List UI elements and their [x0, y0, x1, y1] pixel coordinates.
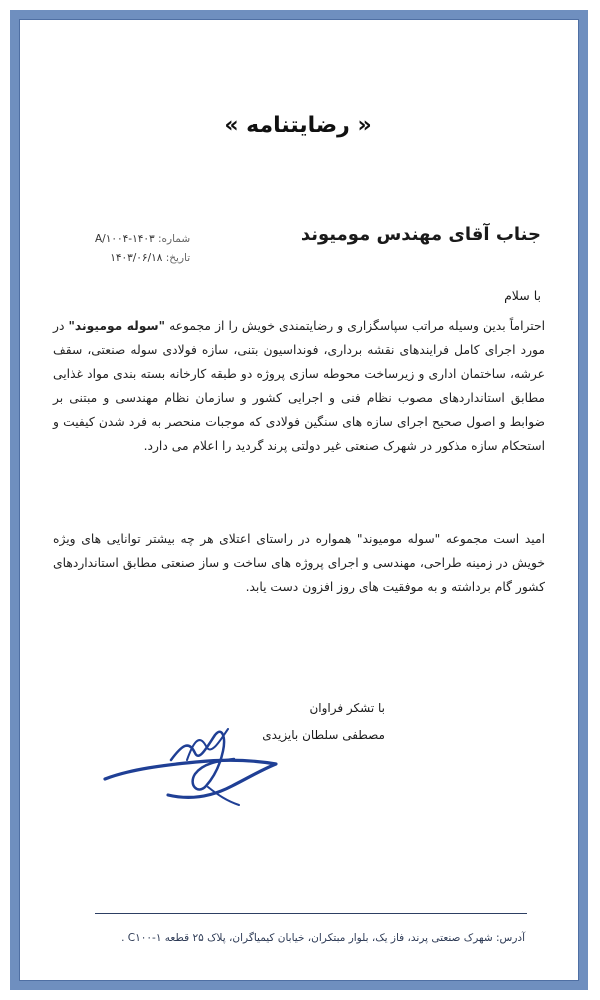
document-metadata	[95, 230, 190, 268]
document-number-label: شماره:	[157, 233, 191, 245]
wishes-paragraph: امید است مجموعه "سوله مومیوند" همواره در راستای اعتلای هر چه بیشتر توانایی های ویژه خویش در زمینه طراحی، مهندسی و اجرای پروژه های ساخت و ساز صنعتی مطابق استانداردهای کشور گام برداشته و به موفقیت های روز افزون دست یابد.	[53, 532, 545, 594]
letter-content	[51, 20, 545, 980]
company-name-emphasis: "سوله مومیوند"	[68, 319, 166, 333]
closing-thanks: با تشکر فراوان	[309, 701, 385, 715]
appreciation-paragraph-suffix: در مورد اجرای کامل فرایندهای نقشه برداری، فونداسیون بتنی، سازه فولادی سوله صنعتی، سقف عرشه، ساختمان اداری و زیرساخت محوطه سازی پروژه دو طبقه کارخانه بسته بندی مواد غذایی مطابق استانداردهای مصوب نظام فنی و اجرایی کشور و سازمان نظام مهندسی و مبتنی بر ضوابط و اصول صحیح اجرای سازه های سنگین فولادی که موجبات منحصر به فرد شدن کیفیت و استحکام سازه مذکور در شهرک صنعتی غیر دولتی پرند گردید را اعلام می دارد.	[53, 319, 545, 453]
document-number	[95, 230, 190, 249]
recipient-name: جناب آقای مهندس مومیوند	[300, 224, 541, 245]
document-date	[95, 249, 190, 268]
document-date-value: ۱۴۰۳/۰۶/۱۸	[110, 252, 163, 264]
document-number-value: ۱۴۰۳-A/۱۰۰۴	[95, 233, 155, 245]
appreciation-paragraph-prefix: احتراماً بدین وسیله مراتب سپاسگزاری و رضایتمندی خویش را از مجموعه	[165, 319, 545, 333]
company-address: آدرس: شهرک صنعتی پرند، فاز یک، بلوار مبتکران، خیابان کیمیاگران، پلاک ۲۵ قطعه ۱-C۱۰۰ .	[121, 932, 525, 944]
document-date-label: تاریخ:	[165, 252, 191, 264]
decorative-border	[10, 10, 588, 990]
handwritten-signature	[85, 713, 295, 818]
signature-stroke-main	[105, 760, 276, 797]
appreciation-paragraph	[53, 314, 545, 458]
signatory-name: مصطفی سلطان بایزیدی	[262, 728, 385, 742]
document-title: « رضایتنامه »	[224, 113, 372, 138]
document-paper	[19, 19, 579, 981]
footer-divider	[95, 913, 527, 914]
greeting: با سلام	[504, 288, 541, 303]
